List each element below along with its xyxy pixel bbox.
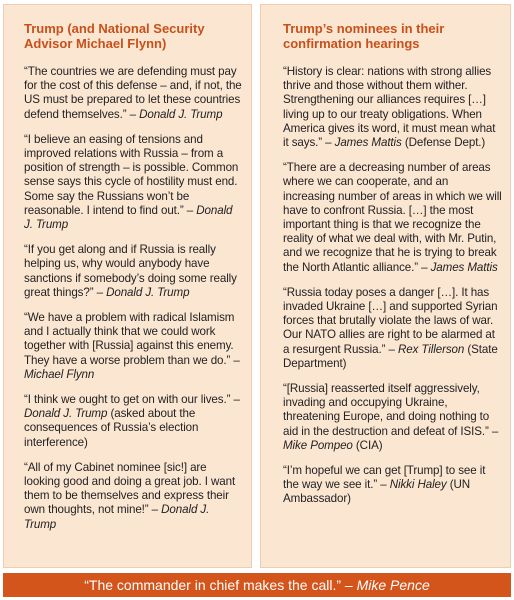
quote-item <box>24 65 243 122</box>
quote-item <box>24 243 243 300</box>
quote-item <box>283 286 502 371</box>
quote-text: “Russia today poses a danger […]. It has invaded Ukraine […] and supported Syrian forces that brutally violate the laws of war. Our NATO allies are right to be alarmed at a resurgent Russia.” – <box>283 285 498 356</box>
quote-text: “I think we ought to get on with our lives.” – <box>24 393 240 407</box>
right-quote-list <box>283 65 502 507</box>
quote-author: Michael Flynn <box>24 367 95 381</box>
quote-author: James Mattis <box>334 136 402 150</box>
quote-author: Rex Tillerson <box>397 342 465 356</box>
left-heading: Trump (and National Security Advisor Michael Flynn) <box>24 21 205 51</box>
left-quote-list <box>24 65 243 532</box>
quote-author: Donald J. Trump <box>24 407 108 421</box>
quote-author: Donald J. Trump <box>24 503 210 531</box>
quote-item <box>24 393 243 450</box>
quote-author-role: (UN Ambassador) <box>283 478 471 506</box>
quote-author: Donald J. Trump <box>24 203 233 232</box>
banner-text: “The commander in chief makes the call.” – <box>84 577 357 593</box>
pence-quote-banner <box>3 573 511 597</box>
quote-author: Donald J. Trump <box>139 107 223 121</box>
quote-text: “I’m hopeful we can get [Trump] to see it the way we see it.” – <box>283 464 486 492</box>
left-panel <box>3 4 252 568</box>
quote-item <box>283 161 502 275</box>
quote-item <box>24 461 243 532</box>
right-panel <box>260 4 511 568</box>
quote-text: “[Russia] reasserted itself aggressively, invading and occupying Ukraine, threatening Europe, and doing nothing to aid in the destruction and defeat of ISIS.” – <box>283 382 499 438</box>
quote-author-role: (State Department) <box>283 342 498 370</box>
quote-item <box>283 464 502 507</box>
quote-text: “If you get along and if Russia is really helping us, why would anybody have sanctions if somebody’s doing some really great things?” – <box>24 243 237 299</box>
quote-author: Mike Pompeo <box>283 438 353 452</box>
right-heading: Trump’s nominees in their confirmation hearings <box>283 21 445 51</box>
quote-author: Nikki Haley <box>389 478 447 492</box>
quote-item <box>283 65 502 150</box>
quote-text: “History is clear: nations with strong allies thrive and those without them wither. Strengthening our alliances requires […] living up to our treaty obligations. When America gives its word, it must mean what it says.” – <box>283 65 496 150</box>
quote-author: James Mattis <box>430 260 498 274</box>
quote-text: “We have a problem with radical Islamism and I actually think that we could work together with [Russia] against this enemy. They have a worse problem than we do.” – <box>24 311 240 367</box>
quote-text: “I believe an easing of tensions and improved relations with Russia – from a position of strength – is possible. Common sense says this cycle of hostility must end. Some say the Russians won’t be reasonable. I intend to find out.” – <box>24 132 239 217</box>
quote-author-role: (asked about the consequences of Russia’s election interference) <box>24 407 199 449</box>
quote-item <box>283 382 502 453</box>
quote-text: “All of my Cabinet nominee [sic!] are looking good and doing a great job. I want them to be themselves and express their own thoughts, not mine!” – <box>24 460 236 517</box>
quote-author-role: (Defense Dept.) <box>401 136 486 150</box>
quote-item <box>24 133 243 232</box>
banner-author: Mike Pence <box>356 577 430 593</box>
quote-author-role: (CIA) <box>352 438 383 452</box>
quote-text: “The countries we are defending must pay for the cost of this defense – and, if not, the US must be prepared to let these countries defend themselves.” – <box>24 65 242 121</box>
quote-item <box>24 311 243 382</box>
quote-author: Donald J. Trump <box>106 285 190 299</box>
quote-text: “There are a decreasing number of areas where we can cooperate, and an increasing number of areas in which we will have to confront Russia. […] the most important thing is that we recognize the reality of what we deal with, with Mr. Putin, and we recognize that he is trying to break the North Atlantic alliance.” – <box>283 161 502 274</box>
